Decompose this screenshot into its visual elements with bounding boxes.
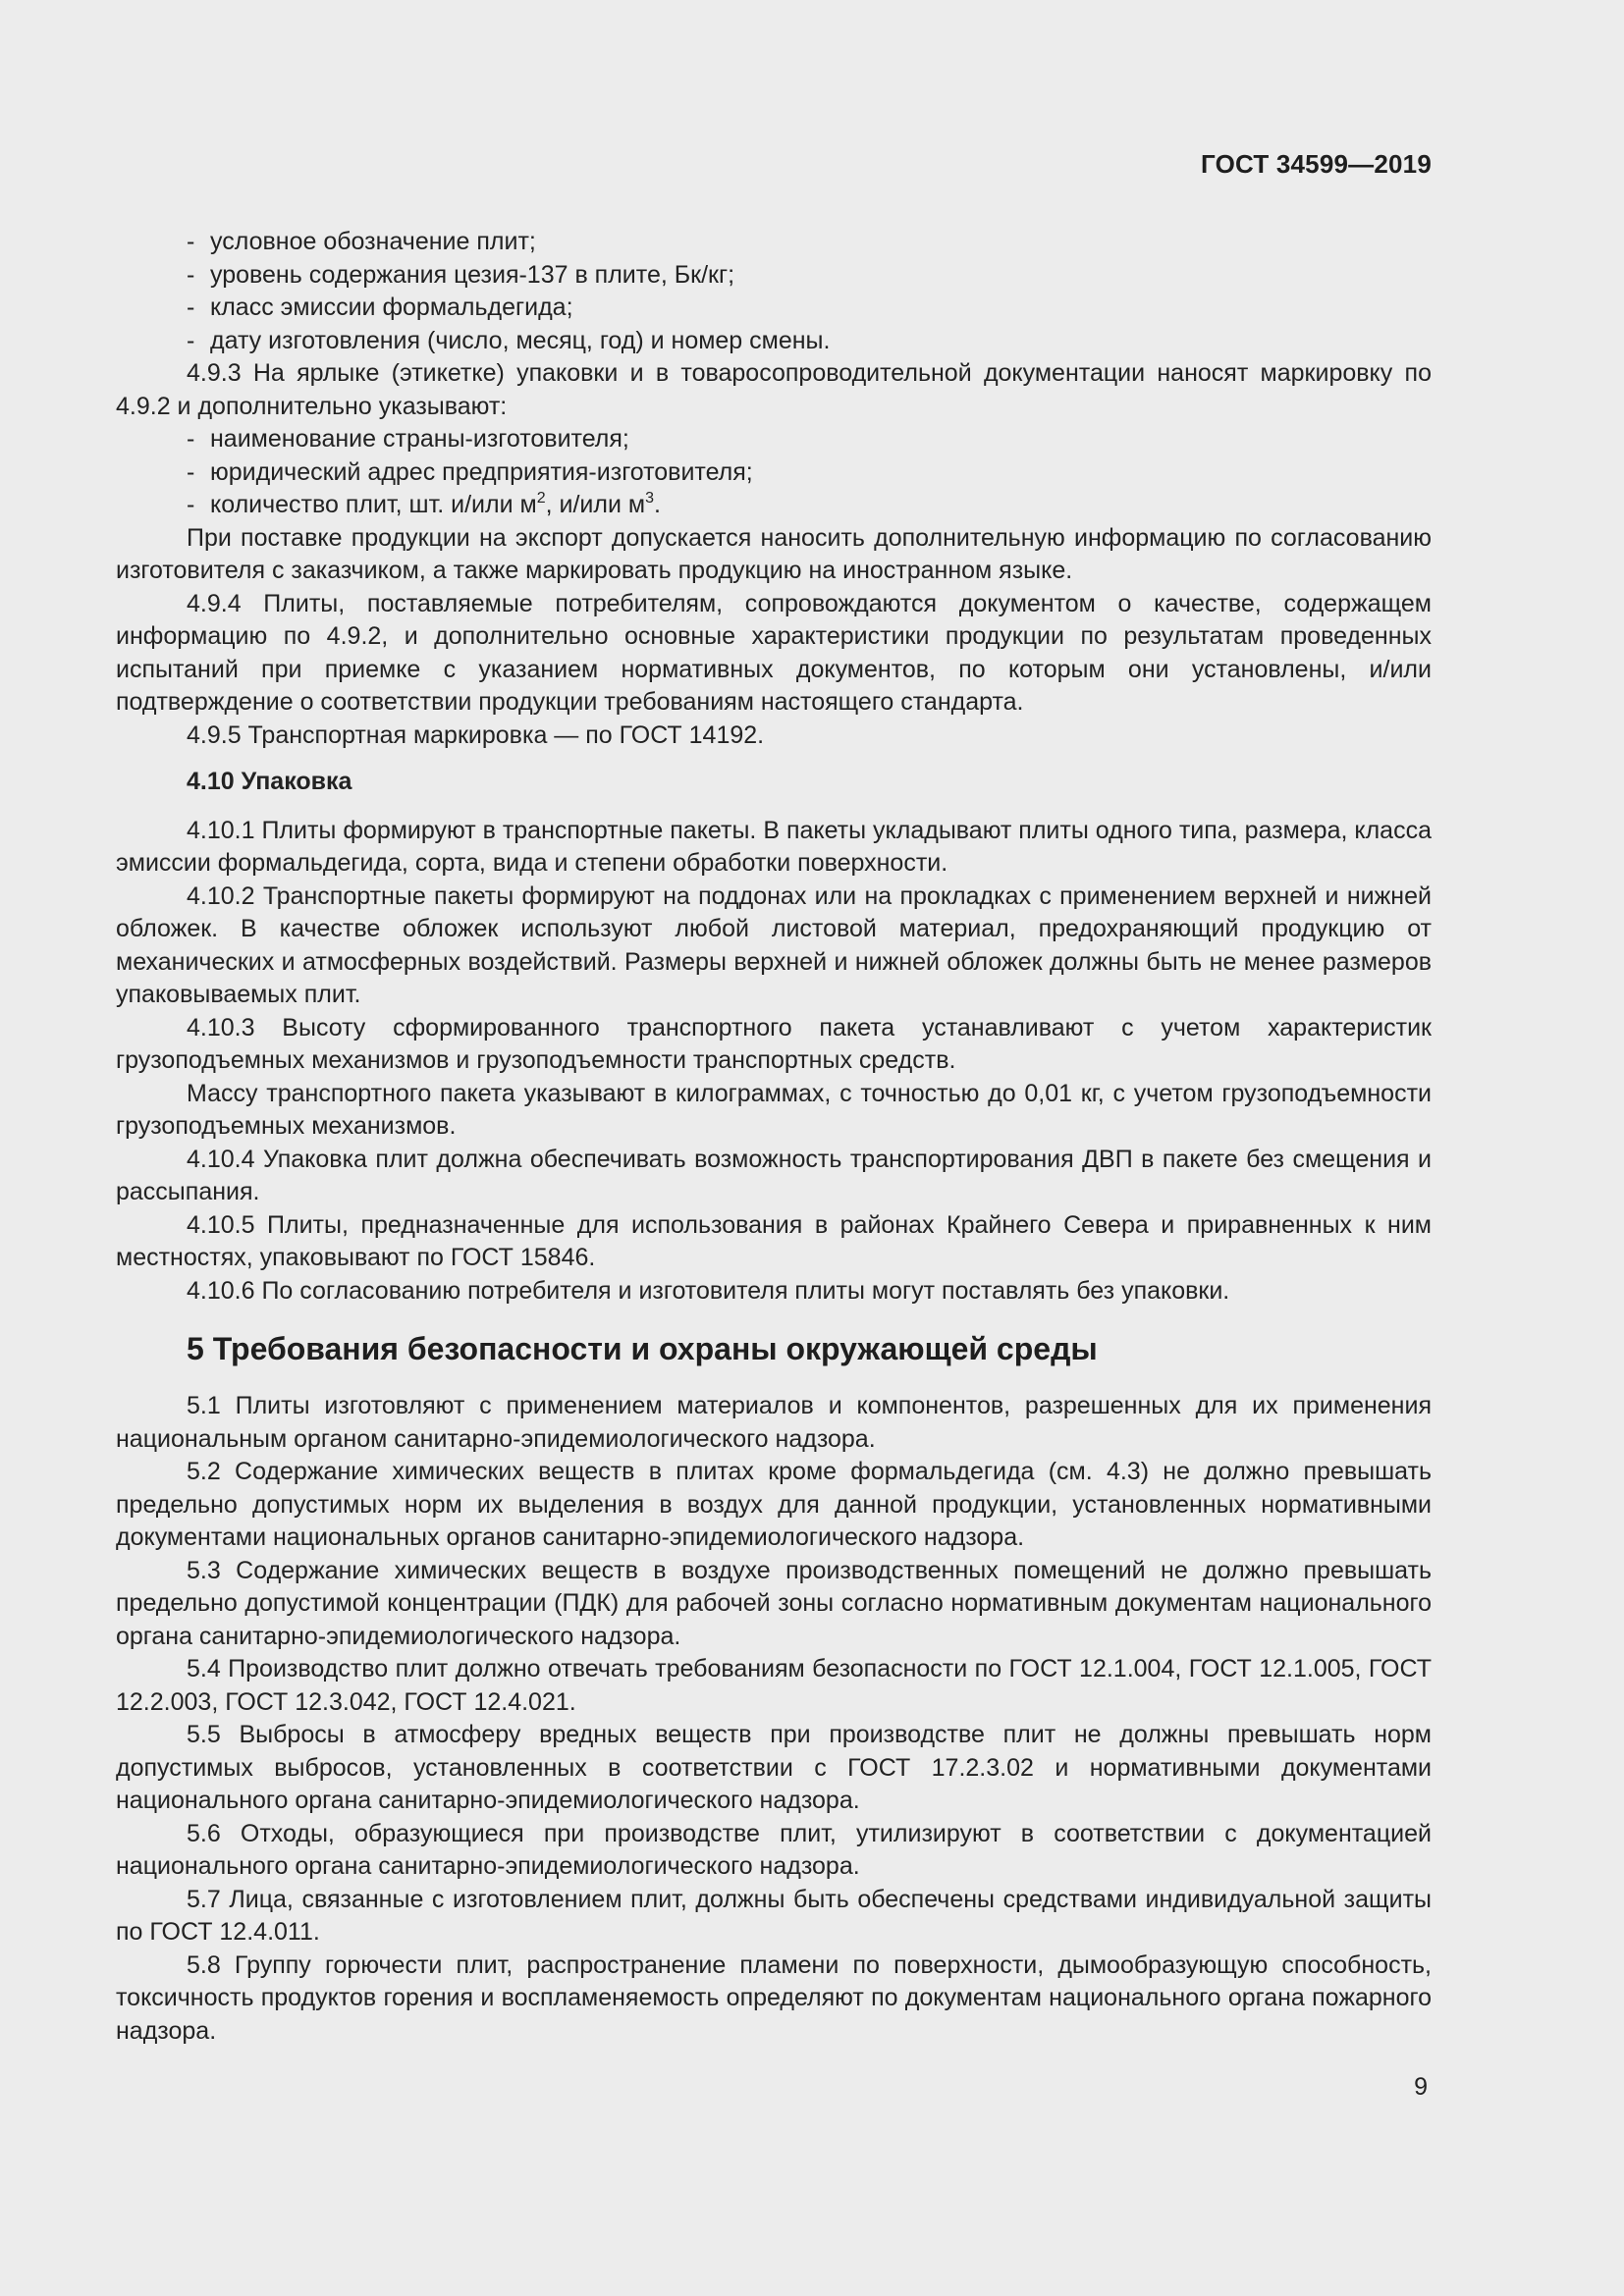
paragraph-5-8: 5.8 Группу горючести плит, распространение пламени по поверхности, дымообразующую способность, токсичность продуктов горения и воспламеняемость определяют по документам национального органа пожарного надзора.	[116, 1950, 1432, 2045]
paragraph-4-10-3: 4.10.3 Высоту сформированного транспортного пакета устанавливают с учетом характеристик грузоподъемных механизмов и грузоподъемности транспортных средств.	[116, 1013, 1432, 1074]
paragraph-mass: Массу транспортного пакета указывают в килограммах, с точностью до 0,01 кг, с учетом грузоподъемности грузоподъемных механизмов.	[116, 1079, 1432, 1140]
dash-marker: -	[187, 425, 195, 453]
paragraph-4-9-3: 4.9.3 На ярлыке (этикетке) упаковки и в товаросопроводительной документации наносят маркировку по 4.9.2 и дополнительно указывают:	[116, 359, 1432, 420]
list-item-text-a: количество плит, шт. и/или м	[210, 491, 537, 518]
dash-marker: -	[187, 491, 195, 518]
paragraph-4-9-5: 4.9.5 Транспортная маркировка — по ГОСТ 14192.	[187, 721, 765, 749]
paragraph-4-10-2: 4.10.2 Транспортные пакеты формируют на поддонах или на прокладках с применением верхней и нижней обложек. В качестве обложек используют любой листовой материал, предохраняющий продукцию от механических и атмосферных воздействий. Размеры верхней и нижней обложек должны быть не менее размеров упаковываемых плит.	[116, 881, 1432, 1008]
list-item-text: наименование страны-изготовителя;	[210, 425, 629, 453]
list-item-text: дату изготовления (число, месяц, год) и номер смены.	[210, 326, 831, 354]
list-item	[116, 456, 1432, 490]
dash-marker: -	[187, 228, 195, 255]
paragraph-4-9-4: 4.9.4 Плиты, поставляемые потребителям, сопровождаются документом о качестве, содержащем информацию по 4.9.2, и дополнительно основные характеристики продукции по результатам проведенных испытаний при приемке с указанием нормативных документов, по которым они установлены, и/или подтверждение о соответствии продукции требованиям настоящего стандарта.	[116, 589, 1432, 716]
paragraph-5-3: 5.3 Содержание химических веществ в воздухе производственных помещений не должно превышать предельно допустимой концентрации (ПДК) для рабочей зоны согласно нормативным документам национального органа санитарно-эпидемиологического надзора.	[116, 1556, 1432, 1650]
paragraph-export: При поставке продукции на экспорт допускается наносить дополнительную информацию по согласованию изготовителя с заказчиком, а также маркировать продукцию на иностранном языке.	[116, 523, 1432, 584]
list-item	[116, 259, 1432, 293]
section-heading-4-10: 4.10 Упаковка	[187, 768, 352, 795]
superscript-2: 2	[536, 490, 546, 507]
dash-marker: -	[187, 294, 195, 321]
paragraph-5-4: 5.4 Производство плит должно отвечать требованиям безопасности по ГОСТ 12.1.004, ГОСТ 12.1.005, ГОСТ 12.2.003, ГОСТ 12.3.042, ГОСТ 12.4.021.	[116, 1655, 1432, 1716]
dash-marker: -	[187, 326, 195, 354]
list-item	[116, 226, 1432, 259]
page-number: 9	[1414, 2073, 1428, 2101]
paragraph-4-10-5: 4.10.5 Плиты, предназначенные для использования в районах Крайнего Севера и приравненных к ним местностях, упаковывают по ГОСТ 15846.	[116, 1210, 1432, 1271]
dash-marker: -	[187, 260, 195, 289]
list-item-text: уровень содержания цезия-137 в плите, Бк/кг;	[210, 260, 735, 289]
paragraph-4-10-6: 4.10.6 По согласованию потребителя и изготовителя плиты могут поставлять без упаковки.	[187, 1276, 1230, 1305]
list-item-text: условное обозначение плит;	[210, 228, 536, 255]
list-item-text-b: , и/или м	[545, 491, 646, 518]
superscript-3: 3	[645, 490, 654, 507]
paragraph-5-7: 5.7 Лица, связанные с изготовлением плит, должны быть обеспечены средствами индивидуальной защиты по ГОСТ 12.4.011.	[116, 1885, 1432, 1946]
paragraph-5-5: 5.5 Выбросы в атмосферу вредных веществ при производстве плит не должны превышать норм допустимых выбросов, установленных в соответствии с ГОСТ 17.2.3.02 и нормативными документами национального органа санитарно-эпидемиологического надзора.	[116, 1721, 1432, 1814]
section-heading-5: 5 Требования безопасности и охраны окружающей среды	[187, 1331, 1098, 1366]
list-item	[116, 423, 1432, 456]
paragraph-4-10-4: 4.10.4 Упаковка плит должна обеспечивать возможность транспортирования ДВП в пакете без смещения и рассыпания.	[116, 1145, 1432, 1205]
list-item-text: класс эмиссии формальдегида;	[210, 294, 573, 321]
list-item-text-c: .	[653, 491, 661, 518]
paragraph-5-6: 5.6 Отходы, образующиеся при производстве плит, утилизируют в соответствии с документацией национального органа санитарно-эпидемиологического надзора.	[116, 1819, 1432, 1880]
paragraph-5-2: 5.2 Содержание химических веществ в плитах кроме формальдегида (см. 4.3) не должно превышать предельно допустимых норм их выделения в воздух для данной продукции, установленных нормативными документами национальных органов санитарно-эпидемиологического надзора.	[116, 1458, 1432, 1551]
list-item-text: юридический адрес предприятия-изготовителя;	[210, 457, 753, 486]
list-item	[116, 489, 1432, 522]
list-item	[116, 325, 1432, 358]
document-body	[116, 226, 1432, 2048]
list-item	[116, 292, 1432, 325]
paragraph-5-1: 5.1 Плиты изготовляют с применением материалов и компонентов, разрешенных для их применения национальным органом санитарно-эпидемиологического надзора.	[116, 1392, 1432, 1453]
document-code-header: ГОСТ 34599—2019	[1201, 149, 1432, 179]
paragraph-4-10-1: 4.10.1 Плиты формируют в транспортные пакеты. В пакеты укладывают плиты одного типа, размера, класса эмиссии формальдегида, сорта, вида и степени обработки поверхности.	[116, 816, 1432, 877]
dash-marker: -	[187, 457, 195, 486]
